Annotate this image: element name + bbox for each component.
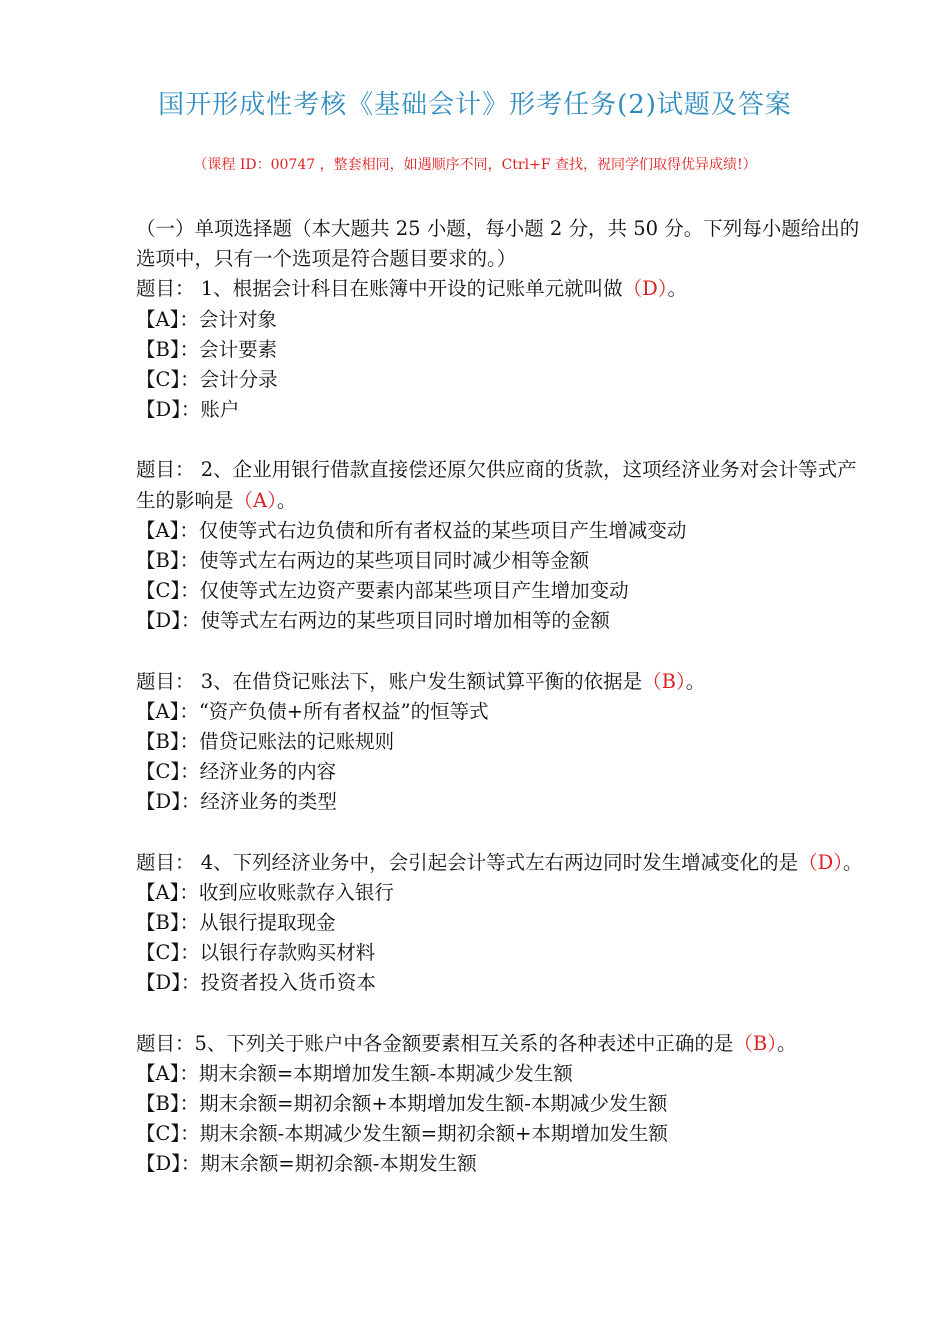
option-c: 【C】：经济业务的内容	[136, 760, 337, 784]
option-d: 【D】：期末余额=期初余额-本期发生额	[136, 1152, 477, 1176]
question-stem: 题目： 3、在借贷记账法下，账户发生额试算平衡的依据是（B）。	[136, 669, 706, 693]
option-d: 【D】：使等式左右两边的某些项目同时增加相等的金额	[136, 609, 610, 633]
option-b: 【B】：期末余额=期初余额+本期增加发生额-本期减少发生额	[136, 1092, 668, 1116]
option-a: 【A】：会计对象	[136, 307, 277, 331]
option-c: 【C】：仅使等式左边资产要素内部某些项目产生增加变动	[136, 579, 629, 603]
answer-mark: （B）	[733, 1031, 778, 1055]
answer-mark: （D）	[622, 277, 668, 301]
spacer	[136, 818, 866, 848]
spacer	[136, 999, 866, 1029]
option-d: 【D】：账户	[136, 398, 240, 422]
spacer	[136, 637, 866, 667]
page-title: 国开形成性考核《基础会计》形考任务(2)试题及答案	[158, 90, 792, 120]
page-subtitle: （课程 ID：00747 ，整套相同，如遇顺序不同，Ctrl+F 查找，祝同学们取得优异成绩!）	[193, 157, 757, 173]
answer-mark: （D）	[798, 850, 843, 874]
option-a: 【A】：收到应收账款存入银行	[136, 880, 394, 904]
question-item	[136, 1029, 866, 1180]
question-item	[136, 848, 866, 999]
option-d: 【D】：经济业务的类型	[136, 790, 337, 814]
option-c: 【C】：以银行存款购买材料	[136, 941, 376, 965]
option-a: 【A】：期末余额=本期增加发生额-本期减少发生额	[136, 1061, 573, 1085]
spacer	[136, 425, 866, 455]
answer-mark: （B）	[642, 669, 686, 693]
option-a: 【A】：仅使等式右边负债和所有者权益的某些项目产生增减变动	[136, 518, 687, 542]
question-item	[136, 455, 866, 636]
answer-mark: （A）	[233, 488, 277, 512]
option-c: 【C】：期末余额-本期减少发生额=期初余额+本期增加发生额	[136, 1122, 668, 1146]
document-body	[136, 214, 866, 1180]
section-intro: （一）单项选择题（本大题共 25 小题，每小题 2 分，共 50 分。下列每小题给出的选项中，只有一个选项是符合题目要求的。）	[136, 217, 860, 271]
question-item	[136, 274, 866, 425]
option-b: 【B】：会计要素	[136, 337, 278, 361]
option-b: 【B】：借贷记账法的记账规则	[136, 730, 395, 754]
question-item	[136, 667, 866, 818]
option-a: 【A】：“资产负债+所有者权益”的恒等式	[136, 699, 489, 723]
option-d: 【D】：投资者投入货币资本	[136, 971, 376, 995]
option-b: 【B】：从银行提取现金	[136, 911, 336, 935]
question-stem: 题目： 2、企业用银行借款直接偿还原欠供应商的货款，这项经济业务对会计等式产生的影响是（A）。	[136, 458, 857, 512]
option-c: 【C】：会计分录	[136, 368, 278, 392]
question-stem: 题目：5、下列关于账户中各金额要素相互关系的各种表述中正确的是（B）。	[136, 1031, 797, 1055]
question-stem: 题目： 4、下列经济业务中，会引起会计等式左右两边同时发生增减变化的是（D）。	[136, 850, 863, 874]
option-b: 【B】：使等式左右两边的某些项目同时减少相等金额	[136, 549, 590, 573]
question-stem: 题目： 1、根据会计科目在账簿中开设的记账单元就叫做（D）。	[136, 277, 688, 301]
